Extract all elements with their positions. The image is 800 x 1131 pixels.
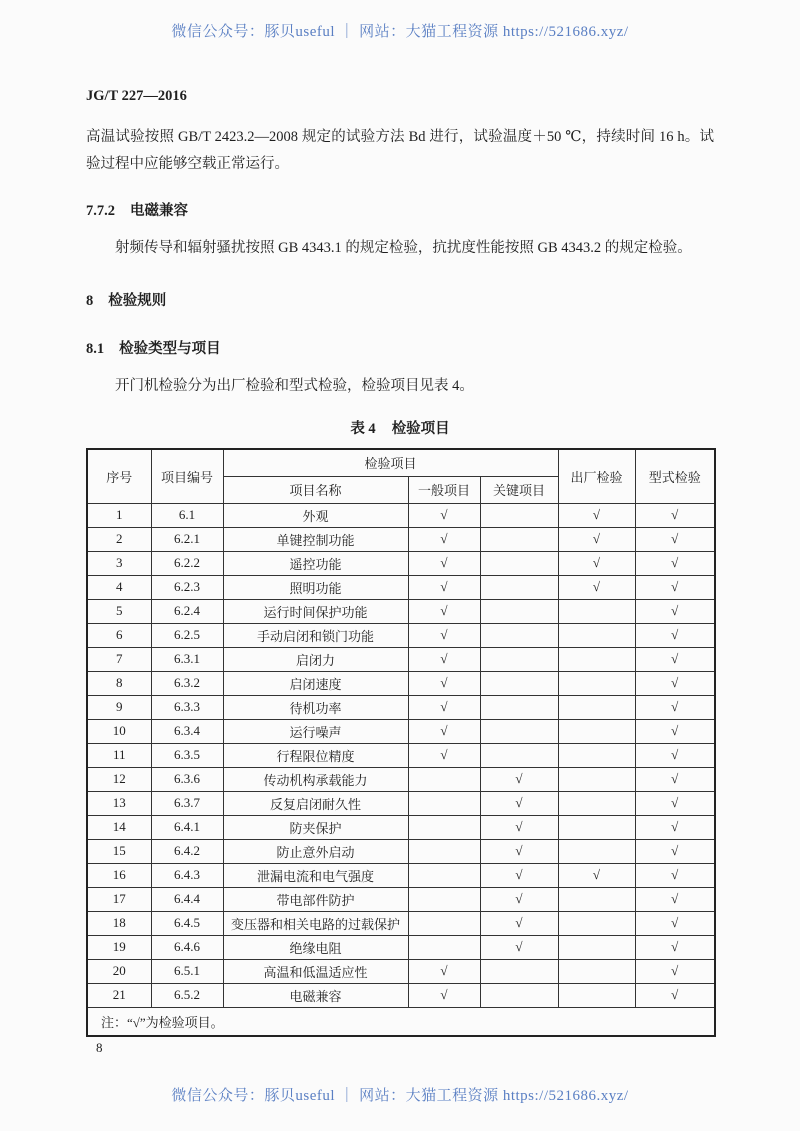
col-header-item-name: 项目名称	[223, 476, 408, 503]
table-row	[87, 743, 715, 767]
cell-factory-check	[558, 983, 635, 1007]
cell-item-no: 6.3.3	[151, 695, 223, 719]
cell-general-check: √	[408, 647, 480, 671]
cell-item-no: 6.3.1	[151, 647, 223, 671]
cell-seq: 12	[87, 767, 151, 791]
cell-item-no: 6.4.2	[151, 839, 223, 863]
cell-general-check: √	[408, 623, 480, 647]
cell-seq: 16	[87, 863, 151, 887]
cell-item-name: 带电部件防护	[223, 887, 408, 911]
table-row	[87, 935, 715, 959]
cell-item-no: 6.3.5	[151, 743, 223, 767]
cell-factory-check	[558, 647, 635, 671]
cell-key-check: √	[480, 839, 558, 863]
cell-key-check	[480, 695, 558, 719]
cell-seq: 10	[87, 719, 151, 743]
table-row	[87, 719, 715, 743]
cell-item-name: 外观	[223, 503, 408, 527]
cell-key-check	[480, 503, 558, 527]
cell-key-check: √	[480, 791, 558, 815]
cell-seq: 11	[87, 743, 151, 767]
cell-item-no: 6.4.3	[151, 863, 223, 887]
table-note-row	[87, 1007, 715, 1036]
cell-general-check	[408, 791, 480, 815]
cell-item-name: 单键控制功能	[223, 527, 408, 551]
table-row	[87, 623, 715, 647]
cell-key-check: √	[480, 863, 558, 887]
cell-seq: 18	[87, 911, 151, 935]
cell-item-no: 6.2.5	[151, 623, 223, 647]
cell-type-check: √	[635, 599, 715, 623]
cell-type-check: √	[635, 791, 715, 815]
cell-type-check: √	[635, 551, 715, 575]
cell-seq: 5	[87, 599, 151, 623]
cell-factory-check	[558, 935, 635, 959]
cell-general-check: √	[408, 599, 480, 623]
cell-type-check: √	[635, 863, 715, 887]
cell-item-no: 6.5.2	[151, 983, 223, 1007]
cell-item-name: 照明功能	[223, 575, 408, 599]
cell-item-no: 6.4.4	[151, 887, 223, 911]
cell-item-name: 高温和低温适应性	[223, 959, 408, 983]
cell-item-name: 变压器和相关电路的过载保护	[223, 911, 408, 935]
cell-type-check: √	[635, 527, 715, 551]
cell-type-check: √	[635, 983, 715, 1007]
cell-general-check: √	[408, 743, 480, 767]
cell-type-check: √	[635, 767, 715, 791]
cell-seq: 9	[87, 695, 151, 719]
cell-item-name: 传动机构承载能力	[223, 767, 408, 791]
cell-factory-check	[558, 839, 635, 863]
cell-item-no: 6.3.6	[151, 767, 223, 791]
table-row	[87, 551, 715, 575]
table-row	[87, 863, 715, 887]
cell-type-check: √	[635, 695, 715, 719]
cell-general-check	[408, 839, 480, 863]
table-row	[87, 767, 715, 791]
cell-factory-check: √	[558, 863, 635, 887]
cell-item-no: 6.2.3	[151, 575, 223, 599]
cell-general-check: √	[408, 503, 480, 527]
cell-type-check: √	[635, 647, 715, 671]
table-row	[87, 599, 715, 623]
cell-seq: 19	[87, 935, 151, 959]
cell-type-check: √	[635, 503, 715, 527]
cell-item-no: 6.2.4	[151, 599, 223, 623]
cell-key-check	[480, 719, 558, 743]
table-row	[87, 527, 715, 551]
cell-seq: 13	[87, 791, 151, 815]
cell-item-name: 泄漏电流和电气强度	[223, 863, 408, 887]
table-row	[87, 647, 715, 671]
cell-factory-check	[558, 767, 635, 791]
section-title: 电磁兼容	[130, 203, 188, 219]
cell-general-check: √	[408, 527, 480, 551]
table-row	[87, 959, 715, 983]
cell-item-no: 6.3.2	[151, 671, 223, 695]
cell-seq: 7	[87, 647, 151, 671]
cell-item-name: 防夹保护	[223, 815, 408, 839]
cell-item-name: 运行噪声	[223, 719, 408, 743]
cell-key-check: √	[480, 767, 558, 791]
section-heading-8-1	[86, 337, 714, 358]
cell-seq: 21	[87, 983, 151, 1007]
table-caption	[86, 417, 714, 438]
cell-seq: 14	[87, 815, 151, 839]
cell-general-check	[408, 767, 480, 791]
cell-factory-check: √	[558, 503, 635, 527]
cell-general-check	[408, 863, 480, 887]
col-header-factory: 出厂检验	[558, 449, 635, 503]
cell-item-name: 电磁兼容	[223, 983, 408, 1007]
cell-factory-check: √	[558, 551, 635, 575]
section-number: 8.1	[86, 341, 105, 357]
cell-factory-check	[558, 887, 635, 911]
col-header-seq: 序号	[87, 449, 151, 503]
table-body	[87, 503, 715, 1007]
cell-item-name: 运行时间保护功能	[223, 599, 408, 623]
cell-type-check: √	[635, 935, 715, 959]
table-row	[87, 575, 715, 599]
cell-factory-check	[558, 959, 635, 983]
section-number: 8	[86, 293, 94, 309]
cell-general-check	[408, 935, 480, 959]
cell-key-check: √	[480, 935, 558, 959]
cell-key-check	[480, 983, 558, 1007]
cell-seq: 15	[87, 839, 151, 863]
table-row	[87, 887, 715, 911]
cell-item-no: 6.2.1	[151, 527, 223, 551]
table-header	[87, 449, 715, 503]
cell-general-check: √	[408, 959, 480, 983]
cell-type-check: √	[635, 743, 715, 767]
cell-item-name: 待机功率	[223, 695, 408, 719]
cell-item-name: 防止意外启动	[223, 839, 408, 863]
cell-key-check	[480, 575, 558, 599]
cell-general-check	[408, 815, 480, 839]
cell-general-check: √	[408, 575, 480, 599]
cell-seq: 20	[87, 959, 151, 983]
table-caption-number: 表 4	[350, 421, 376, 437]
table-header-row-1	[87, 449, 715, 476]
paragraph-inspection-types: 开门机检验分为出厂检验和型式检验，检验项目见表 4。	[115, 378, 474, 394]
cell-factory-check	[558, 743, 635, 767]
cell-type-check: √	[635, 575, 715, 599]
cell-key-check	[480, 647, 558, 671]
col-header-inspection-group: 检验项目	[223, 449, 558, 476]
cell-item-no: 6.4.5	[151, 911, 223, 935]
cell-factory-check	[558, 719, 635, 743]
cell-seq: 17	[87, 887, 151, 911]
cell-key-check: √	[480, 911, 558, 935]
cell-factory-check	[558, 911, 635, 935]
cell-factory-check: √	[558, 527, 635, 551]
paragraph-emc: 射频传导和辐射骚扰按照 GB 4343.1 的规定检验，抗扰度性能按照 GB 4343.2 的规定检验。	[115, 240, 692, 256]
cell-item-no: 6.4.1	[151, 815, 223, 839]
table-row	[87, 791, 715, 815]
cell-factory-check	[558, 599, 635, 623]
standard-number: JG/T 227—2016	[86, 88, 187, 104]
cell-item-no: 6.3.7	[151, 791, 223, 815]
cell-key-check	[480, 743, 558, 767]
cell-item-name: 行程限位精度	[223, 743, 408, 767]
table-caption-text: 检验项目	[391, 421, 450, 437]
cell-general-check: √	[408, 695, 480, 719]
col-header-type: 型式检验	[635, 449, 715, 503]
table-row	[87, 911, 715, 935]
cell-general-check: √	[408, 671, 480, 695]
cell-item-no: 6.3.4	[151, 719, 223, 743]
cell-seq: 6	[87, 623, 151, 647]
cell-key-check	[480, 551, 558, 575]
cell-factory-check: √	[558, 575, 635, 599]
table-row	[87, 671, 715, 695]
cell-type-check: √	[635, 671, 715, 695]
cell-general-check: √	[408, 983, 480, 1007]
cell-factory-check	[558, 671, 635, 695]
section-title: 检验规则	[108, 293, 167, 309]
cell-seq: 1	[87, 503, 151, 527]
cell-factory-check	[558, 695, 635, 719]
section-heading-7-7-2	[86, 199, 714, 220]
cell-item-no: 6.4.6	[151, 935, 223, 959]
cell-seq: 8	[87, 671, 151, 695]
section-title: 检验类型与项目	[119, 341, 221, 357]
cell-key-check	[480, 959, 558, 983]
cell-item-name: 启闭速度	[223, 671, 408, 695]
cell-key-check	[480, 671, 558, 695]
cell-key-check	[480, 599, 558, 623]
cell-general-check: √	[408, 551, 480, 575]
section-heading-8	[86, 289, 714, 310]
cell-type-check: √	[635, 959, 715, 983]
cell-type-check: √	[635, 911, 715, 935]
section-number: 7.7.2	[86, 203, 115, 219]
table-note: 注：“√”为检验项目。	[87, 1007, 715, 1036]
cell-type-check: √	[635, 815, 715, 839]
cell-item-name: 遥控功能	[223, 551, 408, 575]
cell-key-check: √	[480, 887, 558, 911]
cell-type-check: √	[635, 839, 715, 863]
cell-seq: 2	[87, 527, 151, 551]
table-row	[87, 839, 715, 863]
watermark-header: 微信公众号：豚贝useful ｜ 网站：大猫工程资源 https://521686.xyz/	[171, 24, 629, 40]
col-header-general: 一般项目	[408, 476, 480, 503]
cell-seq: 3	[87, 551, 151, 575]
cell-key-check	[480, 623, 558, 647]
cell-type-check: √	[635, 887, 715, 911]
cell-item-name: 绝缘电阻	[223, 935, 408, 959]
cell-factory-check	[558, 791, 635, 815]
watermark-footer: 微信公众号：豚贝useful ｜ 网站：大猫工程资源 https://521686.xyz/	[171, 1088, 629, 1104]
paragraph-high-temp-test: 高温试验按照 GB/T 2423.2—2008 规定的试验方法 Bd 进行，试验温度＋50 ℃，持续时间 16 h。试验过程中应能够空载正常运行。	[86, 129, 714, 172]
cell-item-no: 6.2.2	[151, 551, 223, 575]
cell-general-check	[408, 911, 480, 935]
inspection-items-table	[86, 448, 716, 1037]
table-row	[87, 503, 715, 527]
cell-item-name: 手动启闭和锁门功能	[223, 623, 408, 647]
cell-seq: 4	[87, 575, 151, 599]
cell-factory-check	[558, 815, 635, 839]
cell-key-check: √	[480, 815, 558, 839]
cell-factory-check	[558, 623, 635, 647]
page-number: 8	[96, 1040, 103, 1055]
cell-key-check	[480, 527, 558, 551]
col-header-item-no: 项目编号	[151, 449, 223, 503]
cell-item-no: 6.5.1	[151, 959, 223, 983]
cell-item-name: 启闭力	[223, 647, 408, 671]
cell-item-name: 反复启闭耐久性	[223, 791, 408, 815]
table-row	[87, 815, 715, 839]
table-row	[87, 983, 715, 1007]
table-row	[87, 695, 715, 719]
cell-general-check	[408, 887, 480, 911]
cell-type-check: √	[635, 623, 715, 647]
cell-type-check: √	[635, 719, 715, 743]
col-header-key: 关键项目	[480, 476, 558, 503]
cell-item-no: 6.1	[151, 503, 223, 527]
cell-general-check: √	[408, 719, 480, 743]
page-content	[86, 88, 714, 1037]
